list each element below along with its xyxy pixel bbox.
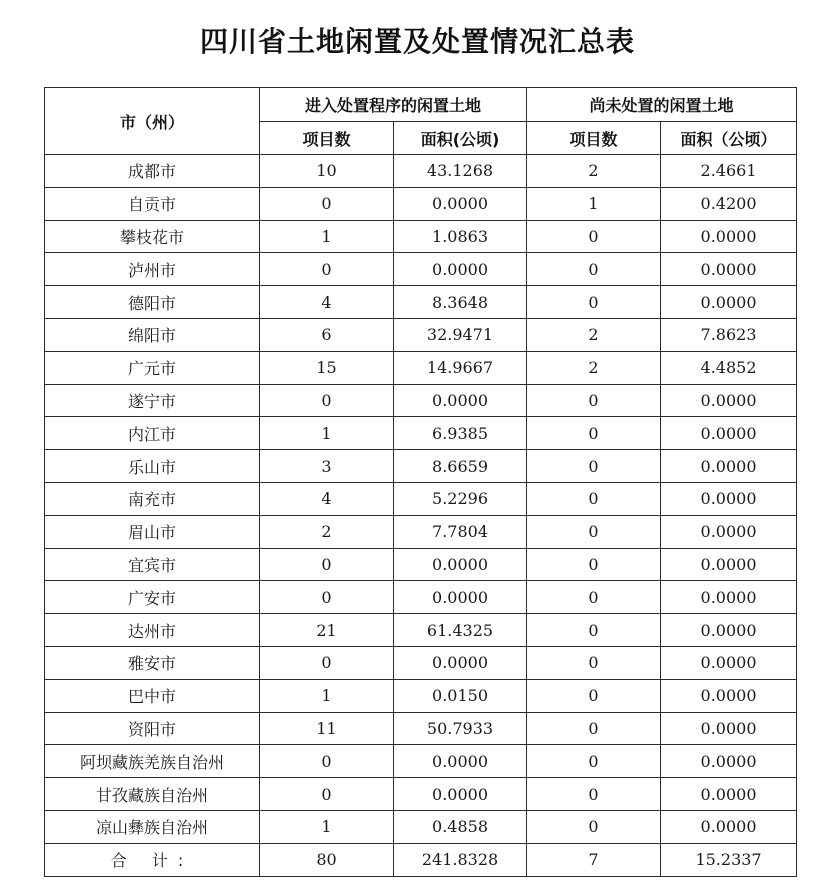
pending-area-cell: 0.0000	[661, 581, 797, 614]
table-row	[45, 581, 797, 614]
pending-area-cell: 0.0000	[661, 745, 797, 778]
entered-area-cell: 5.2296	[394, 482, 527, 515]
city-cell: 绵阳市	[45, 318, 260, 351]
header-entered-area: 面积(公顷)	[394, 122, 527, 155]
entered-count-cell: 21	[260, 614, 394, 647]
table-body	[45, 155, 797, 877]
pending-area-cell: 0.0000	[661, 810, 797, 843]
total-pending-count: 7	[527, 843, 661, 876]
entered-count-cell: 0	[260, 745, 394, 778]
header-group-entered: 进入处置程序的闲置土地	[260, 88, 527, 122]
table-row	[45, 745, 797, 778]
entered-area-cell: 0.0000	[394, 548, 527, 581]
pending-area-cell: 0.0000	[661, 515, 797, 548]
pending-area-cell: 0.0000	[661, 384, 797, 417]
entered-area-cell: 43.1268	[394, 155, 527, 188]
pending-count-cell: 0	[527, 778, 661, 811]
entered-count-cell: 2	[260, 515, 394, 548]
table-row	[45, 679, 797, 712]
pending-count-cell: 2	[527, 318, 661, 351]
table-row	[45, 155, 797, 188]
entered-area-cell: 0.0000	[394, 187, 527, 220]
city-cell: 广元市	[45, 351, 260, 384]
pending-count-cell: 0	[527, 417, 661, 450]
table-row	[45, 187, 797, 220]
pending-count-cell: 0	[527, 482, 661, 515]
city-cell: 甘孜藏族自治州	[45, 778, 260, 811]
table-row	[45, 515, 797, 548]
pending-count-cell: 0	[527, 450, 661, 483]
pending-count-cell: 0	[527, 712, 661, 745]
table-row	[45, 548, 797, 581]
table-row	[45, 614, 797, 647]
entered-area-cell: 8.6659	[394, 450, 527, 483]
pending-count-cell: 0	[527, 646, 661, 679]
pending-area-cell: 0.0000	[661, 614, 797, 647]
pending-area-cell: 0.0000	[661, 646, 797, 679]
total-label: 合 计:	[45, 843, 260, 876]
entered-count-cell: 4	[260, 482, 394, 515]
entered-area-cell: 7.7804	[394, 515, 527, 548]
header-group-pending: 尚未处置的闲置土地	[527, 88, 797, 122]
entered-area-cell: 0.0000	[394, 646, 527, 679]
total-row	[45, 843, 797, 876]
land-summary-table	[44, 87, 797, 877]
pending-count-cell: 2	[527, 155, 661, 188]
pending-area-cell: 0.0000	[661, 417, 797, 450]
city-cell: 宜宾市	[45, 548, 260, 581]
entered-count-cell: 0	[260, 646, 394, 679]
entered-area-cell: 0.0150	[394, 679, 527, 712]
table-row	[45, 384, 797, 417]
entered-count-cell: 15	[260, 351, 394, 384]
pending-area-cell: 0.0000	[661, 712, 797, 745]
pending-count-cell: 2	[527, 351, 661, 384]
city-cell: 雅安市	[45, 646, 260, 679]
table-row	[45, 286, 797, 319]
header-row-groups	[45, 88, 797, 122]
pending-count-cell: 0	[527, 614, 661, 647]
document-title: 四川省土地闲置及处置情况汇总表	[199, 25, 635, 58]
entered-count-cell: 11	[260, 712, 394, 745]
entered-count-cell: 3	[260, 450, 394, 483]
header-pending-count: 项目数	[527, 122, 661, 155]
total-pending-area: 15.2337	[661, 843, 797, 876]
pending-count-cell: 0	[527, 286, 661, 319]
header-pending-area: 面积（公顷）	[661, 122, 797, 155]
city-cell: 攀枝花市	[45, 220, 260, 253]
table-row	[45, 712, 797, 745]
entered-area-cell: 6.9385	[394, 417, 527, 450]
entered-area-cell: 50.7933	[394, 712, 527, 745]
pending-count-cell: 0	[527, 220, 661, 253]
pending-count-cell: 0	[527, 745, 661, 778]
entered-count-cell: 0	[260, 187, 394, 220]
total-entered-count: 80	[260, 843, 394, 876]
entered-count-cell: 0	[260, 548, 394, 581]
pending-area-cell: 0.0000	[661, 220, 797, 253]
pending-area-cell: 7.8623	[661, 318, 797, 351]
table-row	[45, 220, 797, 253]
city-cell: 阿坝藏族羌族自治州	[45, 745, 260, 778]
pending-area-cell: 0.0000	[661, 253, 797, 286]
entered-area-cell: 0.0000	[394, 581, 527, 614]
city-cell: 巴中市	[45, 679, 260, 712]
table-row	[45, 778, 797, 811]
city-cell: 成都市	[45, 155, 260, 188]
pending-area-cell: 0.0000	[661, 679, 797, 712]
pending-count-cell: 0	[527, 581, 661, 614]
entered-area-cell: 0.4858	[394, 810, 527, 843]
entered-count-cell: 0	[260, 253, 394, 286]
entered-count-cell: 4	[260, 286, 394, 319]
table-row	[45, 351, 797, 384]
entered-count-cell: 6	[260, 318, 394, 351]
city-cell: 自贡市	[45, 187, 260, 220]
entered-area-cell: 1.0863	[394, 220, 527, 253]
pending-count-cell: 0	[527, 810, 661, 843]
table-row	[45, 417, 797, 450]
city-cell: 德阳市	[45, 286, 260, 319]
entered-count-cell: 1	[260, 417, 394, 450]
entered-count-cell: 1	[260, 220, 394, 253]
entered-count-cell: 0	[260, 778, 394, 811]
city-cell: 南充市	[45, 482, 260, 515]
pending-area-cell: 2.4661	[661, 155, 797, 188]
city-cell: 眉山市	[45, 515, 260, 548]
table-row	[45, 810, 797, 843]
pending-area-cell: 4.4852	[661, 351, 797, 384]
pending-count-cell: 0	[527, 384, 661, 417]
entered-count-cell: 0	[260, 581, 394, 614]
entered-count-cell: 1	[260, 679, 394, 712]
pending-area-cell: 0.0000	[661, 778, 797, 811]
pending-area-cell: 0.4200	[661, 187, 797, 220]
city-cell: 资阳市	[45, 712, 260, 745]
table-row	[45, 482, 797, 515]
city-cell: 内江市	[45, 417, 260, 450]
pending-count-cell: 0	[527, 679, 661, 712]
pending-area-cell: 0.0000	[661, 482, 797, 515]
pending-count-cell: 0	[527, 548, 661, 581]
city-cell: 乐山市	[45, 450, 260, 483]
pending-count-cell: 0	[527, 515, 661, 548]
entered-area-cell: 0.0000	[394, 778, 527, 811]
header-entered-count: 项目数	[260, 122, 394, 155]
table-row	[45, 318, 797, 351]
entered-count-cell: 10	[260, 155, 394, 188]
entered-area-cell: 8.3648	[394, 286, 527, 319]
header-city: 市（州）	[45, 88, 260, 155]
table-row	[45, 646, 797, 679]
entered-area-cell: 61.4325	[394, 614, 527, 647]
city-cell: 泸州市	[45, 253, 260, 286]
city-cell: 遂宁市	[45, 384, 260, 417]
entered-count-cell: 0	[260, 384, 394, 417]
table-row	[45, 253, 797, 286]
table-row	[45, 450, 797, 483]
pending-count-cell: 1	[527, 187, 661, 220]
pending-area-cell: 0.0000	[661, 450, 797, 483]
entered-area-cell: 14.9667	[394, 351, 527, 384]
entered-count-cell: 1	[260, 810, 394, 843]
entered-area-cell: 0.0000	[394, 253, 527, 286]
entered-area-cell: 0.0000	[394, 384, 527, 417]
total-entered-area: 241.8328	[394, 843, 527, 876]
city-cell: 凉山彝族自治州	[45, 810, 260, 843]
city-cell: 广安市	[45, 581, 260, 614]
pending-count-cell: 0	[527, 253, 661, 286]
city-cell: 达州市	[45, 614, 260, 647]
pending-area-cell: 0.0000	[661, 286, 797, 319]
pending-area-cell: 0.0000	[661, 548, 797, 581]
entered-area-cell: 32.9471	[394, 318, 527, 351]
entered-area-cell: 0.0000	[394, 745, 527, 778]
